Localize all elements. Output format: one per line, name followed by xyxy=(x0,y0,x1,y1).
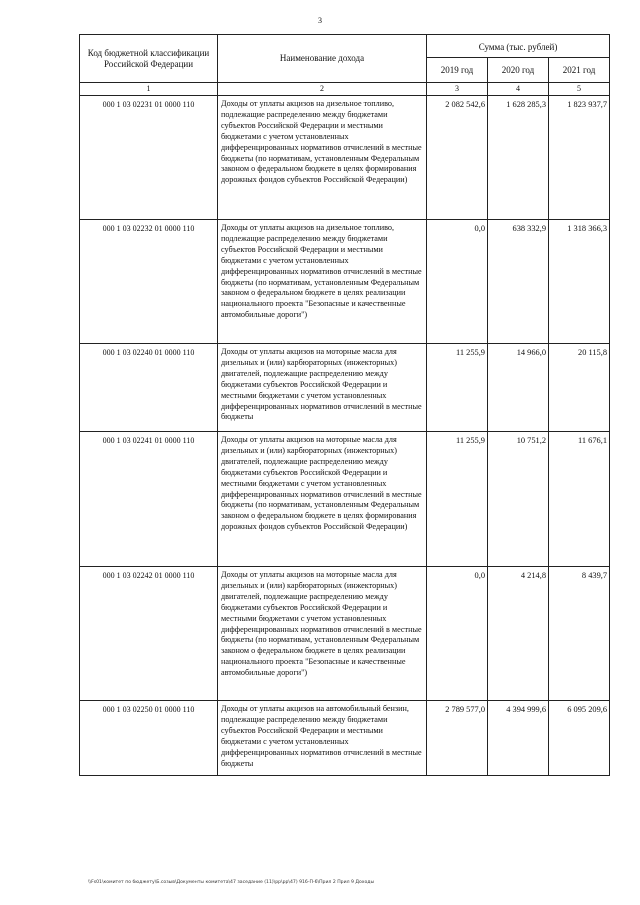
amount-2021: 1 823 937,7 xyxy=(549,96,610,220)
budget-code: 000 1 03 02242 01 0000 110 xyxy=(80,567,218,701)
amount-2019: 11 255,9 xyxy=(427,344,488,432)
table-row xyxy=(80,701,610,776)
table-row xyxy=(80,220,610,344)
budget-code: 000 1 03 02232 01 0000 110 xyxy=(80,220,218,344)
footer-file-path: \\Fs01\комитет по бюджету\Б.созыв\Документы комитета\47 заседание (11)\рр\рр\47) 916-П-6\Прил 2 Прил 9 Доходы xyxy=(88,880,375,885)
column-number: 5 xyxy=(549,83,610,96)
column-number: 3 xyxy=(427,83,488,96)
revenue-name: Доходы от уплаты акцизов на моторные масла для дизельных и (или) карбюраторных (инжекторных) двигателей, подлежащие распределению между бюджетами субъектов Российской Федерации и местными бюджетами с учетом установленных дифференцированных нормативов отчислений в местные бюджеты (по нормативам, установленным Федеральным законом о федеральном бюджете в целях реализации национального проекта "Безопасные и качественные автомобильные дороги") xyxy=(218,567,427,701)
amount-2020: 1 628 285,3 xyxy=(488,96,549,220)
amount-2020: 4 394 999,6 xyxy=(488,701,549,776)
revenue-name: Доходы от уплаты акцизов на моторные масла для дизельных и (или) карбюраторных (инжекторных) двигателей, подлежащие распределению между бюджетами субъектов Российской Федерации и местными бюджетами с учетом установленных дифференцированных нормативов отчислений в местные бюджеты xyxy=(218,344,427,432)
amount-2020: 10 751,2 xyxy=(488,432,549,567)
column-number: 2 xyxy=(218,83,427,96)
table-row xyxy=(80,344,610,432)
amount-2019: 11 255,9 xyxy=(427,432,488,567)
budget-code: 000 1 03 02231 01 0000 110 xyxy=(80,96,218,220)
header-year-2020: 2020 год xyxy=(488,58,549,83)
revenue-name: Доходы от уплаты акцизов на дизельное топливо, подлежащие распределению между бюджетами субъектов Российской Федерации и местными бюджетами с учетом установленных дифференцированных нормативов отчислений в местные бюджеты (по нормативам, установленным Федеральным законом о федеральном бюджете в целях реализации национального проекта "Безопасные и качественные автомобильные дороги") xyxy=(218,220,427,344)
budget-code: 000 1 03 02250 01 0000 110 xyxy=(80,701,218,776)
amount-2021: 20 115,8 xyxy=(549,344,610,432)
revenue-name: Доходы от уплаты акцизов на моторные масла для дизельных и (или) карбюраторных (инжекторных) двигателей, подлежащие распределению между бюджетами субъектов Российской Федерации и местными бюджетами с учетом установленных дифференцированных нормативов отчислений в местные бюджеты (по нормативам, установленным Федеральным законом о федеральном бюджете в целях формирования дорожных фондов субъектов Российской Федерации) xyxy=(218,432,427,567)
amount-2019: 2 789 577,0 xyxy=(427,701,488,776)
table-row xyxy=(80,96,610,220)
amount-2021: 1 318 366,3 xyxy=(549,220,610,344)
revenue-name: Доходы от уплаты акцизов на автомобильный бензин, подлежащие распределению между бюджетами субъектов Российской Федерации и местными бюджетами с учетом установленных дифференцированных нормативов отчислений в местные бюджеты xyxy=(218,701,427,776)
header-code-column: Код бюджетной классификации Российской Федерации xyxy=(80,35,218,83)
column-number: 4 xyxy=(488,83,549,96)
amount-2019: 0,0 xyxy=(427,567,488,701)
amount-2020: 638 332,9 xyxy=(488,220,549,344)
header-name-column: Наименование дохода xyxy=(218,35,427,83)
amount-2020: 4 214,8 xyxy=(488,567,549,701)
amount-2021: 6 095 209,6 xyxy=(549,701,610,776)
amount-2021: 11 676,1 xyxy=(549,432,610,567)
amount-2019: 0,0 xyxy=(427,220,488,344)
revenue-name: Доходы от уплаты акцизов на дизельное топливо, подлежащие распределению между бюджетами субъектов Российской Федерации и местными бюджетами с учетом установленных дифференцированных нормативов отчислений в местные бюджеты (по нормативам, установленным Федеральным законом о федеральном бюджете в целях формирования дорожных фондов субъектов Российской Федерации) xyxy=(218,96,427,220)
budget-revenue-table xyxy=(79,34,610,776)
table-row xyxy=(80,432,610,567)
budget-code: 000 1 03 02240 01 0000 110 xyxy=(80,344,218,432)
page-number: 3 xyxy=(318,16,322,25)
budget-code: 000 1 03 02241 01 0000 110 xyxy=(80,432,218,567)
amount-2021: 8 439,7 xyxy=(549,567,610,701)
table-row xyxy=(80,567,610,701)
amount-2020: 14 966,0 xyxy=(488,344,549,432)
table-header xyxy=(80,35,610,96)
table-body xyxy=(80,96,610,776)
header-year-2019: 2019 год xyxy=(427,58,488,83)
column-number-row xyxy=(80,83,610,96)
column-number: 1 xyxy=(80,83,218,96)
header-sum-group: Сумма (тыс. рублей) xyxy=(427,35,610,58)
amount-2019: 2 082 542,6 xyxy=(427,96,488,220)
header-year-2021: 2021 год xyxy=(549,58,610,83)
